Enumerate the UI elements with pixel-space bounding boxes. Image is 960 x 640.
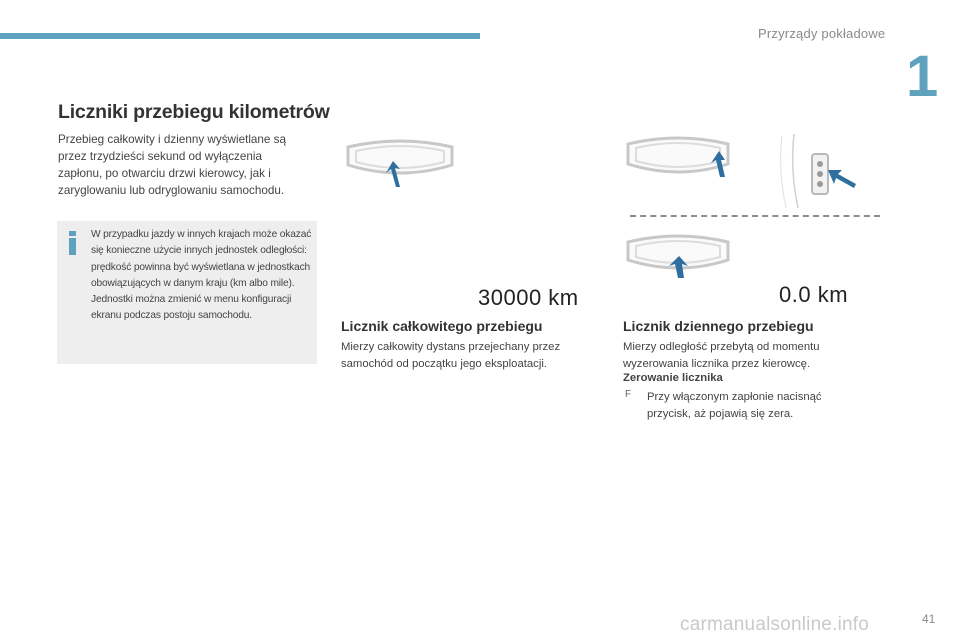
chapter-number: 1 [906, 44, 939, 109]
intro-paragraph: Przebieg całkowity i dzienny wyświetlane są przez trzydzieści sekund od wyłączenia zapłonu, po otwarciu drzwi kierowcy, jak i zaryglowaniu lub odryglowaniu samochodu. [58, 133, 287, 197]
trip-odometer-text: Mierzy odległość przebytą od momentu wyzerowania licznika przez kierowcę. [623, 341, 820, 370]
info-box [57, 221, 317, 364]
arrow-icon [828, 170, 856, 188]
main-heading: Liczniki przebiegu kilometrów [58, 101, 330, 123]
total-odometer-heading: Licznik całkowitego przebiegu [341, 318, 543, 334]
watermark: carmanualsonline.info [680, 614, 870, 635]
trip-odometer-gauge-illustration-top [622, 130, 884, 210]
total-odometer-readout: 30000 km [478, 285, 579, 310]
info-icon [69, 231, 77, 253]
trip-odometer-heading: Licznik dziennego przebiegu [623, 318, 814, 334]
page-number: 41 [922, 612, 936, 626]
reset-instruction: Przy włączonym zapłonie nacisnąć przycisk, aż pojawią się zera. [647, 391, 822, 420]
info-text-line-1: W przypadku jazdy w innych krajach może okazać się konieczne użycie innych jednostek odległości: prędkość powinna być wyświetlana w jednostkach obowiązujących w danym kraju (km albo mile). [91, 229, 312, 289]
bullet-mark: F [625, 389, 632, 400]
trip-odometer-readout: 0.0 km [779, 282, 849, 307]
section-title: Przyrządy pokładowe [758, 26, 886, 41]
info-text-line-2: Jednostki można zmienić w menu konfiguracji ekranu podczas postoju samochodu. [91, 294, 292, 322]
total-odometer-text: Mierzy całkowity dystans przejechany przez samochód od początku jego eksploatacji. [341, 341, 561, 370]
header-accent-bar [0, 33, 480, 39]
total-odometer-gauge-illustration [340, 135, 460, 195]
info-text [91, 227, 315, 325]
trip-odometer-gauge-illustration-bottom [622, 230, 742, 290]
reset-heading: Zerowanie licznika [623, 372, 723, 384]
divider-dashed [630, 215, 880, 217]
